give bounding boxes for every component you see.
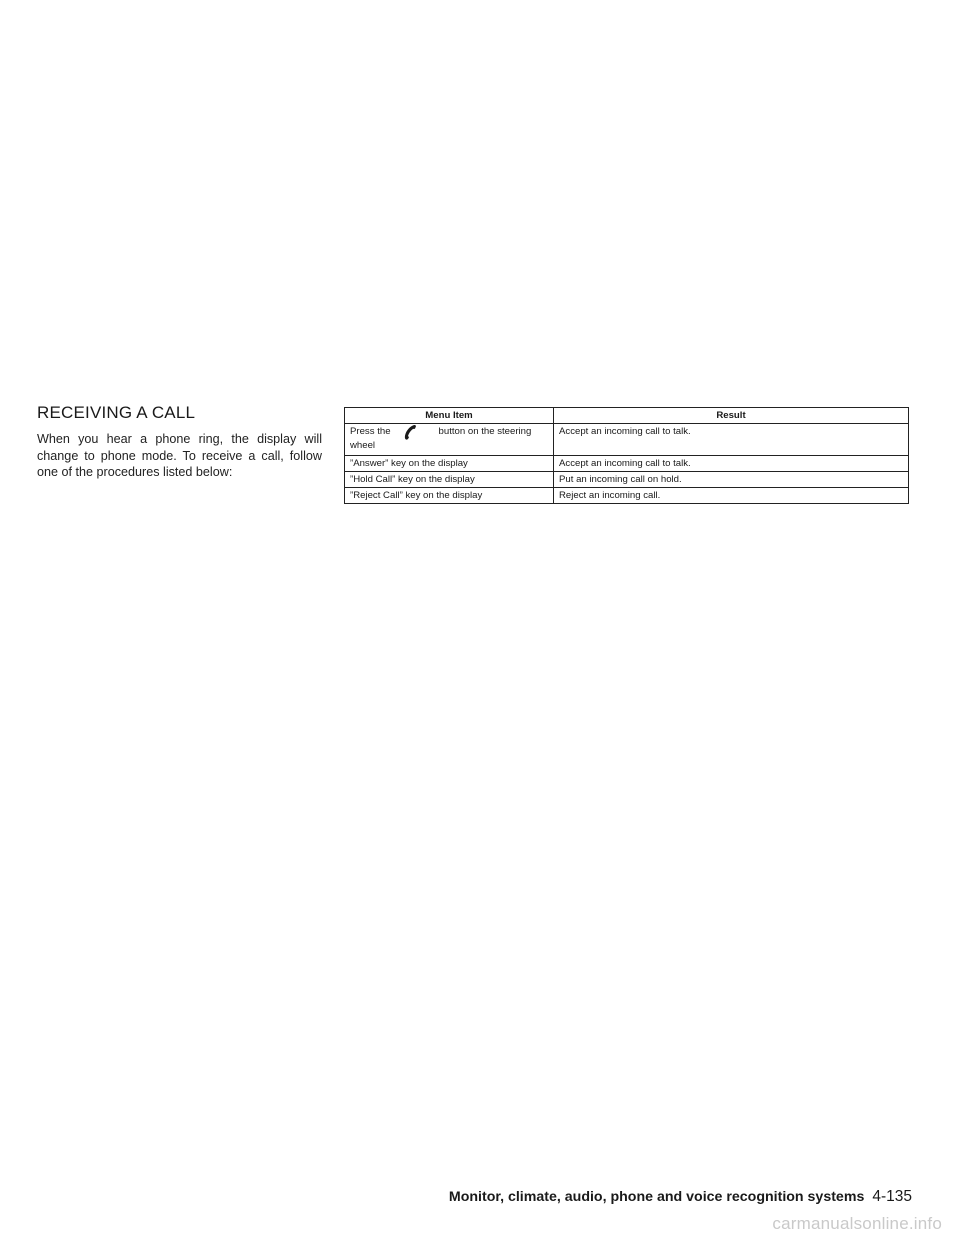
call-options-table (344, 407, 909, 504)
table-row (345, 488, 909, 504)
menu-item-prefix: Press the (350, 426, 391, 437)
phone-handset-icon-graphic (403, 424, 417, 440)
result-cell: Reject an incoming call. (554, 488, 909, 504)
result-cell: Accept an incoming call to talk. (554, 456, 909, 472)
table-row (345, 472, 909, 488)
menu-item-cell: ”Reject Call” key on the display (345, 488, 554, 504)
header-result: Result (554, 408, 909, 424)
section-title: RECEIVING A CALL (37, 403, 196, 422)
menu-item-line (350, 426, 548, 440)
footer-page-number: 4-135 (872, 1188, 912, 1205)
menu-item-cell (345, 424, 554, 456)
menu-item-cell: ”Answer” key on the display (345, 456, 554, 472)
table-row (345, 424, 909, 456)
result-cell: Accept an incoming call to talk. (554, 424, 909, 456)
header-menu-item: Menu Item (345, 408, 554, 424)
table-row (345, 456, 909, 472)
watermark-text: carmanualsonline.info (772, 1214, 942, 1233)
footer-section-name: Monitor, climate, audio, phone and voice recognition systems (448, 1189, 865, 1205)
intro-paragraph: When you hear a phone ring, the display will change to phone mode. To receive a call, follow one of the procedures listed below: (37, 432, 322, 479)
menu-item-cell: ”Hold Call” key on the display (345, 472, 554, 488)
phone-handset-icon (403, 424, 417, 440)
table-header-row (345, 408, 909, 424)
menu-item-suffix: button on the steering (438, 426, 532, 437)
page-footer (449, 1188, 912, 1206)
menu-item-continuation: wheel (350, 440, 376, 451)
result-cell: Put an incoming call on hold. (554, 472, 909, 488)
